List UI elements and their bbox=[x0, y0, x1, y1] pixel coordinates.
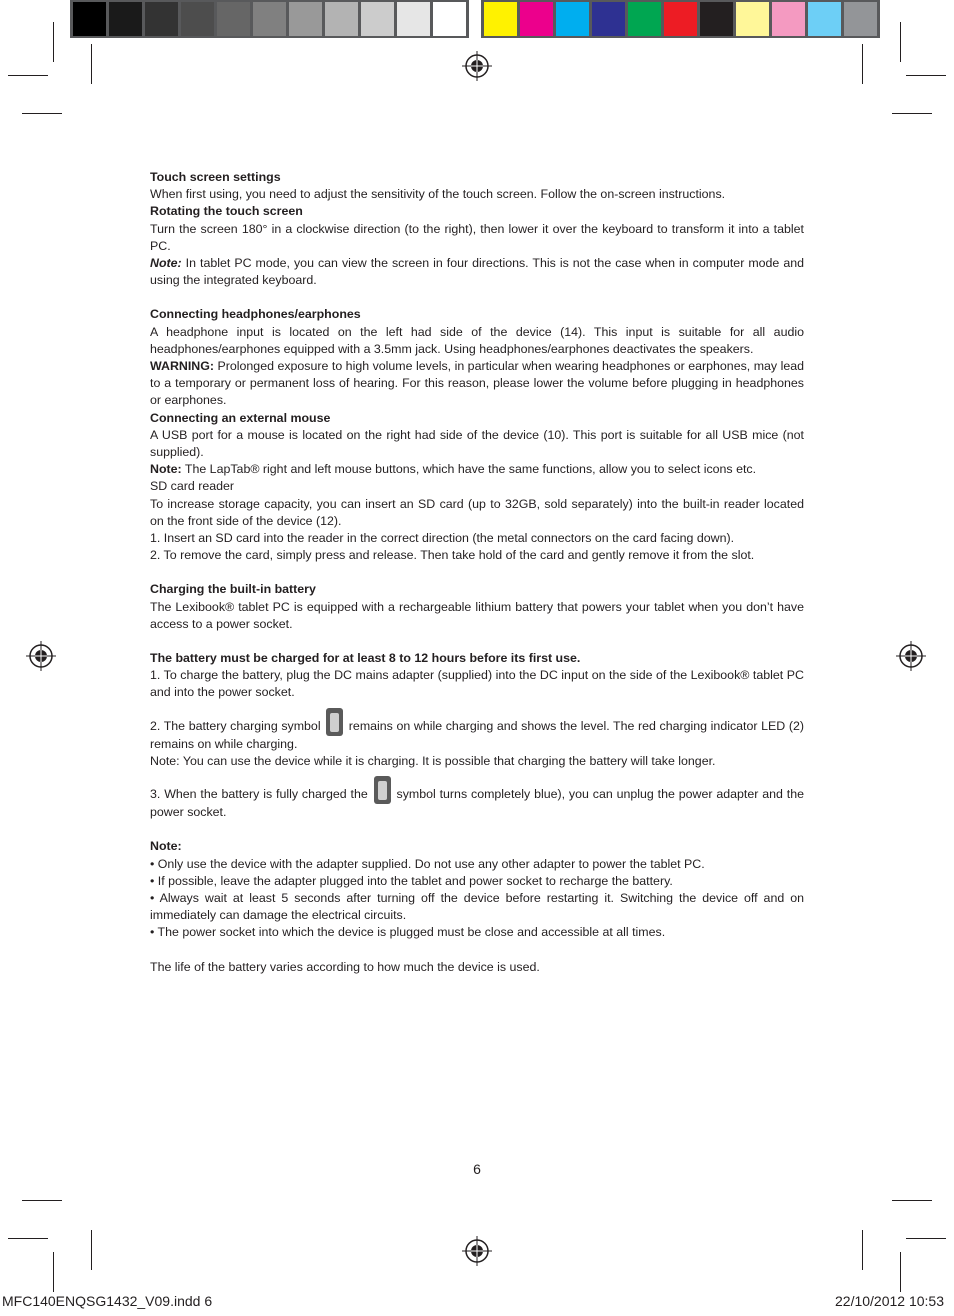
crop-mark bbox=[53, 1252, 54, 1292]
color-swatch bbox=[628, 2, 661, 36]
battery-step-3-end: symbol turns completely blue), you can unplug the power adapter and the power socket. bbox=[150, 787, 804, 820]
mouse-note bbox=[150, 461, 804, 478]
battery-step-1: 1. To charge the battery, plug the DC mains adapter (supplied) into the DC input on the side of the Lexibook® tablet PC and into the power socket. bbox=[150, 668, 804, 700]
crop-mark bbox=[8, 1238, 48, 1239]
note-item: • The power socket into which the device is plugged must be close and accessible at all times. bbox=[150, 925, 666, 940]
crop-mark bbox=[900, 22, 901, 62]
warning-paragraph bbox=[150, 358, 804, 410]
color-swatch bbox=[289, 2, 322, 36]
process-color-bar bbox=[481, 0, 880, 38]
warning-label: WARNING: bbox=[150, 359, 215, 374]
crop-mark bbox=[892, 1200, 932, 1201]
battery-step-2-end: remains on while charging and shows the level. The red charging indicator LED (2) remains on while charging. bbox=[150, 718, 804, 751]
color-swatch bbox=[217, 2, 250, 36]
color-swatch bbox=[772, 2, 805, 36]
crop-mark bbox=[892, 113, 932, 114]
crop-mark bbox=[22, 113, 62, 114]
sd-step-2: 2. To remove the card, simply press and release. Then take hold of the card and gently remove it from the slot. bbox=[150, 548, 755, 563]
registration-mark-icon bbox=[896, 641, 926, 671]
crop-mark bbox=[91, 1230, 92, 1270]
rotate-note bbox=[150, 255, 804, 289]
crop-mark bbox=[53, 22, 54, 62]
headphones-heading: Connecting headphones/earphones bbox=[150, 307, 361, 322]
battery-full-icon bbox=[374, 776, 391, 804]
color-swatch bbox=[145, 2, 178, 36]
crop-mark bbox=[8, 75, 48, 76]
registration-mark-icon bbox=[26, 641, 56, 671]
color-swatch bbox=[808, 2, 841, 36]
crop-mark bbox=[862, 44, 863, 84]
headphones-text: A headphone input is located on the left had side of the device (14). This input is suitable for all audio headphones/earphones equipped with a 3.5mm jack. Using headphones/earphones deactivates the speakers. bbox=[150, 324, 804, 356]
color-swatch bbox=[736, 2, 769, 36]
battery-step-3 bbox=[150, 776, 804, 821]
crop-mark bbox=[91, 44, 92, 84]
battery-step-3-start: 3. When the battery is fully charged the bbox=[150, 787, 372, 802]
color-swatch bbox=[700, 2, 733, 36]
file-slug: MFC140ENQSG1432_V09.indd 6 bbox=[2, 1293, 213, 1309]
color-swatch bbox=[664, 2, 697, 36]
warning-text: Prolonged exposure to high volume levels, in particular when wearing headphones or earphones, may lead to a temporary or permanent loss of hearing. For this reason, please lower the volume before plugging in headphones or earphones. bbox=[150, 359, 804, 408]
touch-settings-heading: Touch screen settings bbox=[150, 170, 281, 184]
note-item: • Always wait at least 5 seconds after turning off the device before restarting it. Switching the device off and on immediately can damage the electrical circuits. bbox=[150, 890, 804, 923]
sd-step-1: 1. Insert an SD card into the reader in the correct direction (the metal connectors on the card facing down). bbox=[150, 531, 735, 546]
color-swatch bbox=[253, 2, 286, 36]
battery-step-2 bbox=[150, 708, 804, 753]
document-body bbox=[150, 169, 804, 976]
battery-life-text: The life of the battery varies according to how much the device is used. bbox=[150, 959, 540, 974]
page-number: 6 bbox=[473, 1161, 481, 1177]
crop-mark bbox=[862, 1230, 863, 1270]
touch-settings-text: When first using, you need to adjust the sensitivity of the touch screen. Follow the on-screen instructions. bbox=[150, 187, 726, 202]
note-heading: Note: bbox=[150, 839, 182, 854]
battery-charge-warning: The battery must be charged for at least 8 to 12 hours before its first use. bbox=[150, 651, 581, 666]
color-swatch bbox=[592, 2, 625, 36]
battery-heading: Charging the built-in battery bbox=[150, 582, 316, 597]
battery-step-2-start: 2. The battery charging symbol bbox=[150, 718, 325, 733]
color-swatch bbox=[73, 2, 106, 36]
crop-mark bbox=[906, 1238, 946, 1239]
crop-mark bbox=[22, 1200, 62, 1201]
crop-mark bbox=[900, 1252, 901, 1292]
registration-mark-icon bbox=[462, 1236, 492, 1266]
mouse-text: A USB port for a mouse is located on the right had side of the device (10). This port is suitable for all USB mice (not supplied). bbox=[150, 427, 804, 460]
color-swatch bbox=[556, 2, 589, 36]
mouse-heading: Connecting an external mouse bbox=[150, 410, 331, 425]
rotate-note-text: In tablet PC mode, you can view the screen in four directions. This is not the case when in computer mode and using the integrated keyboard. bbox=[150, 256, 804, 288]
color-swatch bbox=[397, 2, 430, 36]
sd-text: To increase storage capacity, you can insert an SD card (up to 32GB, sold separately) into the built-in reader located on the front side of the device (12). bbox=[150, 496, 804, 528]
note-item: • Only use the device with the adapter supplied. Do not use any other adapter to power the tablet PC. bbox=[150, 856, 705, 871]
rotate-note-label: Note: bbox=[150, 256, 182, 271]
color-swatch bbox=[325, 2, 358, 36]
color-swatch bbox=[109, 2, 142, 36]
color-swatch bbox=[844, 2, 877, 36]
note-item: • If possible, leave the adapter plugged into the tablet and power socket to recharge the battery. bbox=[150, 873, 673, 888]
grayscale-color-bar bbox=[70, 0, 469, 38]
color-swatch bbox=[484, 2, 517, 36]
color-swatch bbox=[520, 2, 553, 36]
sd-heading: SD card reader bbox=[150, 479, 235, 494]
battery-icon bbox=[326, 708, 343, 736]
battery-step-2-note: Note: You can use the device while it is charging. It is possible that charging the battery will take longer. bbox=[150, 753, 716, 768]
crop-mark bbox=[906, 75, 946, 76]
color-swatch bbox=[181, 2, 214, 36]
battery-text: The Lexibook® tablet PC is equipped with a rechargeable lithium battery that powers your tablet when you don’t have access to a power socket. bbox=[150, 599, 804, 631]
rotate-screen-text: Turn the screen 180° in a clockwise direction (to the right), then lower it over the keyboard to transform it into a tablet PC. bbox=[150, 221, 804, 253]
rotate-screen-heading: Rotating the touch screen bbox=[150, 204, 303, 219]
color-swatch bbox=[433, 2, 466, 36]
registration-mark-icon bbox=[462, 51, 492, 81]
date-slug: 22/10/2012 10:53 bbox=[835, 1293, 944, 1309]
mouse-note-text: The LapTab® right and left mouse buttons, which have the same functions, allow you to select icons etc. bbox=[181, 462, 757, 477]
mouse-note-label: Note: bbox=[150, 462, 182, 477]
color-swatch bbox=[361, 2, 394, 36]
